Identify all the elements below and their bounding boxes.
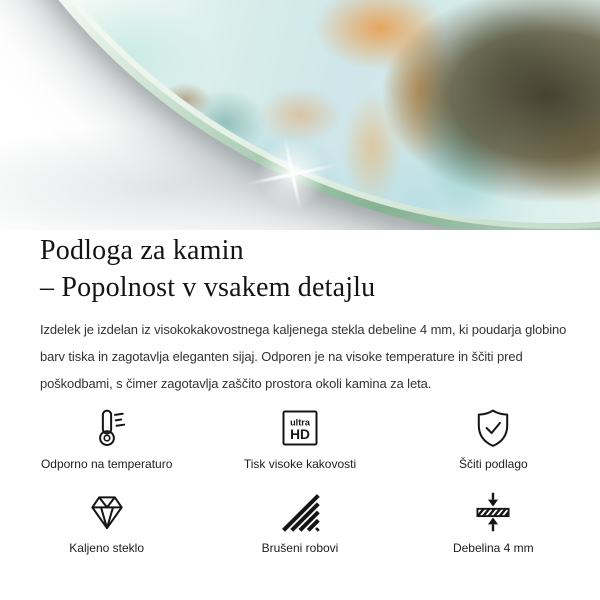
diamond-icon [85, 489, 129, 535]
page-title [0, 232, 600, 306]
product-description: Izdelek je izdelan iz visokokakovostnega kaljenega stekla debeline 4 mm, ki poudarja globino barv tiska in zagotavlja eleganten sijaj. Odporen je na visoke temperature in ščiti pred poškodbami, s čimer zagotavlja zaščito prostora okoli kamina za leta. [40, 322, 567, 391]
feature-temperature [10, 405, 203, 471]
feature-print-quality [203, 405, 396, 471]
feature-grid [0, 405, 600, 555]
ultra-hd-icon [278, 405, 322, 451]
feature-label: Ščiti podlago [458, 457, 528, 471]
feature-thickness [397, 489, 590, 555]
feature-label: Brušeni robovi [261, 541, 339, 555]
product-image [0, 0, 600, 230]
title-line2: – Popolnost v vsakem detajlu [40, 272, 376, 303]
feature-label: Debelina 4 mm [452, 541, 534, 555]
thickness-arrows-icon [471, 489, 515, 535]
feature-tempered-glass [10, 489, 203, 555]
hatched-edge-icon [278, 489, 322, 535]
feature-label: Tisk visoke kakovosti [243, 457, 357, 471]
shield-check-icon [471, 405, 515, 451]
thermometer-icon [85, 405, 129, 451]
svg-text:ultra: ultra [290, 417, 310, 428]
feature-protection [397, 405, 590, 471]
svg-text:HD: HD [290, 427, 310, 442]
feature-label: Odporno na temperaturo [40, 457, 173, 471]
feature-label: Kaljeno steklo [69, 541, 145, 555]
title-line1: Podloga za kamin [40, 235, 244, 266]
feature-polished-edges [203, 489, 396, 555]
